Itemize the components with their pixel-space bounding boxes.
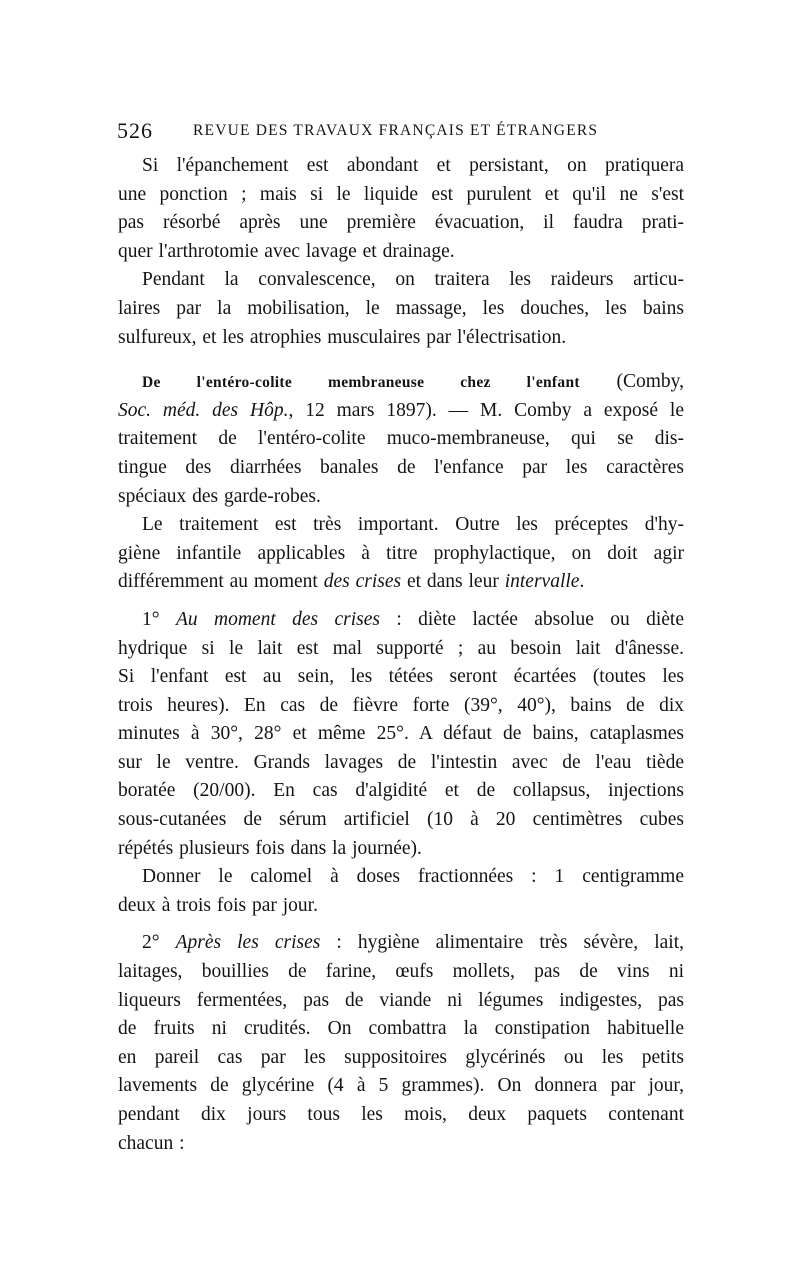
- section-heading-line: [118, 929, 684, 958]
- text-line: chacun :: [118, 1132, 185, 1154]
- text-line: giène infantile applicables à titre prophylactique, on doit agir: [118, 542, 684, 564]
- text-line: boratée (20/00). En cas d'algidité et de collapsus, injections: [118, 780, 684, 802]
- section-heading: Au moment des crises: [175, 608, 380, 630]
- text-line: liqueurs fermentées, pas de viande ni légumes indigestes, pas: [118, 989, 684, 1011]
- text-line: minutes à 30°, 28° et même 25°. A défaut de bains, cataplasmes: [118, 723, 684, 745]
- paragraph-effusion: [118, 152, 684, 266]
- text-line: une ponction ; mais si le liquide est purulent et qu'il ne s'est: [118, 183, 684, 205]
- paragraph-convalescence: [118, 266, 684, 352]
- text-line: sur le ventre. Grands lavages de l'intestin avec de l'eau tiède: [118, 751, 684, 773]
- text-line: trois heures). En cas de fièvre forte (39°, 40°), bains de dix: [118, 694, 684, 716]
- text-line: [118, 568, 684, 597]
- text-line: Si l'enfant est au sein, les tétées seront écartées (toutes les: [118, 666, 684, 688]
- text-line: spéciaux des garde-robes.: [118, 485, 321, 507]
- section-during-crises: [118, 606, 684, 863]
- text-line: sulfureux, et les atrophies musculaires par l'électrisation.: [118, 326, 567, 348]
- text-line: Donner le calomel à doses fractionnées : 1 centigramme: [142, 866, 684, 888]
- body-text: [118, 152, 684, 1158]
- text-line: Le traitement est très important. Outre les préceptes d'hy-: [142, 514, 684, 536]
- text-span: : diète lactée absolue ou diète: [379, 608, 685, 630]
- text-line: pendant dix jours tous les mois, deux paquets contenant: [118, 1104, 684, 1125]
- text-line: pas résorbé après une première évacuation, il faudra prati-: [118, 212, 684, 234]
- text-line: en pareil cas par les suppositoires glycérinés ou les petits: [118, 1046, 684, 1068]
- article-entero-colite: [118, 368, 684, 511]
- section-number: 2°: [142, 932, 160, 954]
- running-head: [117, 110, 683, 150]
- text-line: laitages, bouillies de farine, œufs mollets, pas de vins ni: [118, 961, 684, 983]
- text-line: tingue des diarrhées banales de l'enfance par les caractères: [118, 456, 684, 478]
- article-title: De l'entéro-colite membraneuse chez l'enfant: [142, 374, 580, 392]
- article-author: (Comby,: [579, 371, 684, 393]
- text-line: sous-cutanées de sérum artificiel (10 à 20 centimètres cubes: [118, 809, 684, 831]
- article-source: Soc. méd. des Hôp.: [118, 399, 289, 421]
- text-span: : hygiène alimentaire très sévère, lait,: [320, 932, 684, 954]
- text-span: .: [579, 571, 585, 593]
- italic-crises: des crises: [323, 571, 402, 593]
- journal-title: REVUE DES TRAVAUX FRANÇAIS ET ÉTRANGERS: [193, 122, 599, 139]
- section-after-crises: [118, 929, 684, 1158]
- paragraph-treatment: [118, 511, 684, 597]
- article-heading-line: [118, 368, 684, 397]
- text-line: lavements de glycérine (4 à 5 grammes). On donnera par jour,: [118, 1075, 684, 1097]
- text-line: laires par la mobilisation, le massage, les douches, les bains: [118, 297, 684, 319]
- section-heading: Après les crises: [175, 932, 321, 954]
- text-line: [118, 397, 684, 426]
- article-date: , 12 mars 1897). — M. Comby a exposé le: [288, 399, 684, 421]
- text-span: et dans leur: [401, 571, 505, 593]
- section-gap: [118, 597, 684, 606]
- section-number: 1°: [142, 608, 160, 630]
- page-number: 526: [117, 118, 153, 143]
- text-line: Pendant la convalescence, on traitera les raideurs articu-: [142, 269, 684, 291]
- text-line: traitement de l'entéro-colite muco-membraneuse, qui se dis-: [118, 428, 684, 450]
- paragraph-calomel: [118, 863, 684, 920]
- section-heading-line: [118, 606, 684, 635]
- italic-intervalle: intervalle: [504, 571, 580, 593]
- text-span: différemment au moment: [118, 571, 324, 593]
- text-line: Si l'épanchement est abondant et persistant, on pratiquera: [142, 155, 684, 176]
- section-gap: [118, 352, 684, 368]
- text-line: de fruits ni crudités. On combattra la constipation habituelle: [118, 1018, 684, 1040]
- section-gap: [118, 920, 684, 929]
- text-line: quer l'arthrotomie avec lavage et drainage.: [118, 240, 455, 262]
- text-line: répétés plusieurs fois dans la journée).: [118, 837, 422, 859]
- text-line: hydrique si le lait est mal supporté ; au besoin lait d'ânesse.: [118, 637, 684, 659]
- text-line: deux à trois fois par jour.: [118, 894, 318, 916]
